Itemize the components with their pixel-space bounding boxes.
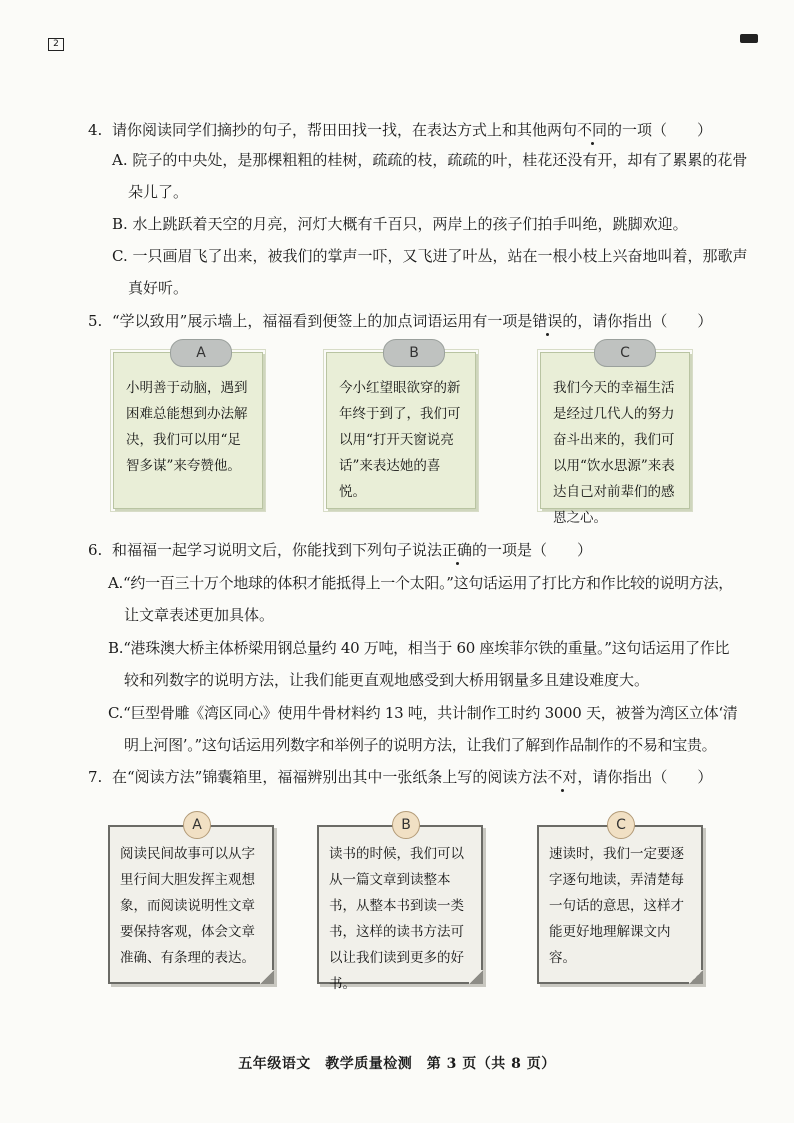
- q6-option-c-line2: 明上河图’。”这句话运用列数字和举例子的说明方法，让我们了解到作品制作的不易和宝贵。: [124, 736, 717, 754]
- q4-option-c-line2: 真好听。: [128, 279, 189, 297]
- q7-stem-end: ，请你指出: [577, 768, 653, 786]
- q5-stem-text: “学以致用”展示墙上，福福看到便签上的加点词语运用有一项是: [112, 312, 533, 330]
- q6-stem-end: 的一项是: [472, 541, 533, 559]
- q6-answer-blank: （ ）: [532, 541, 593, 559]
- q5-card-a: [113, 352, 263, 509]
- q7-number: 7.: [88, 768, 103, 786]
- q7-stem-emphasis: 不对: [547, 768, 578, 786]
- q4-stem-emphasis: 不同: [577, 121, 608, 139]
- q7-card-a-text: 阅读民间故事可以从字里行间大胆发挥主观想象，而阅读说明性文章要保持客观，体会文章准确、有条理的表达。: [120, 846, 255, 966]
- q4-answer-blank: （ ）: [652, 121, 713, 139]
- q4-option-a-line2: 朵儿了。: [128, 183, 189, 201]
- q5-card-c-text: 我们今天的幸福生活是经过几代人的努力奋斗出来的，我们可以用“饮水思源”来表达自己对前辈们的感恩之心。: [553, 380, 675, 526]
- scan-blot: [740, 34, 758, 43]
- q7-card-b-text: 读书的时候，我们可以从一篇文章到读整本书，从整本书到读一类书，这样的读书方法可以让我们读到更多的好书。: [329, 846, 464, 992]
- q7-card-a-label: A: [183, 811, 211, 839]
- q6-option-b-line2: 较和列数字的说明方法，让我们能更直观地感受到大桥用钢量多且建设难度大。: [124, 671, 650, 689]
- q5-stem-end: 的，请你指出: [562, 312, 653, 330]
- q7-card-c-text: 速读时，我们一定要逐字逐句地读，弄清楚每一句话的意思，这样才能更好地理解课文内容。: [549, 846, 684, 966]
- q5-card-a-text: 小明善于动脑，遇到困难总能想到办法解决，我们可以用“足智多谋”来夸赞他。: [126, 380, 248, 474]
- q4-option-c-line1: C. 一只画眉飞了出来，被我们的掌声一吓，又飞进了叶丛，站在一根小枝上兴奋地叫着，那歌声: [112, 247, 748, 265]
- q5-stem-emphasis: 错误: [532, 312, 563, 330]
- q6-stem: [88, 540, 592, 560]
- q7-card-c: [537, 825, 703, 984]
- q5-card-c-label: C: [594, 339, 656, 367]
- q7-card-b: [317, 825, 483, 992]
- q6-number: 6.: [88, 541, 103, 559]
- q4-option-b: B. 水上跳跃着天空的月亮，河灯大概有千百只，两岸上的孩子们拍手叫绝，跳脚欢迎。: [112, 215, 688, 233]
- q7-stem-text: 在“阅读方法”锦囊箱里，福福辨别出其中一张纸条上写的阅读方法: [112, 768, 548, 786]
- q4-option-a-line1: A. 院子的中央处，是那棵粗粗的桂树，疏疏的枝，疏疏的叶，桂花还没有开，却有了累累的花骨: [112, 151, 748, 169]
- q6-stem-text: 和福福一起学习说明文后，你能找到下列句子说法: [112, 541, 443, 559]
- q5-answer-blank: （ ）: [652, 312, 713, 330]
- q7-card-a: [108, 825, 274, 984]
- q5-card-c: [540, 352, 690, 526]
- q4-stem-end: 的一项: [607, 121, 653, 139]
- q6-option-a-line1: A.“约一百三十万个地球的体积才能抵得上一个太阳。”这句话运用了打比方和作比较的说明方法，: [108, 574, 733, 592]
- q7-stem: [88, 767, 712, 787]
- q7-card-b-label: B: [392, 811, 420, 839]
- q6-option-c-line1: C.“巨型骨雕《湾区同心》使用牛骨材料约 13 吨，共计制作工时约 3000 天，被誉为湾区立体‘清: [108, 704, 738, 722]
- q5-card-b: [326, 352, 476, 509]
- page-footer: 五年级语文 教学质量检测 第 3 页（共 8 页）: [238, 1056, 556, 1072]
- q5-card-b-label: B: [383, 339, 445, 367]
- q4-number: 4.: [88, 121, 103, 139]
- q6-option-a-line2: 让文章表述更加具体。: [124, 606, 275, 624]
- q6-stem-emphasis: 正确: [442, 541, 473, 559]
- q4-stem-text: 请你阅读同学们摘抄的句子，帮田田找一找，在表达方式上和其他两句: [112, 121, 578, 139]
- q5-number: 5.: [88, 312, 103, 330]
- q4-stem: [88, 120, 712, 140]
- q6-option-b-line1: B.“港珠澳大桥主体桥梁用钢总量约 40 万吨，相当于 60 座埃菲尔铁的重量。”这句话运用了作比: [108, 639, 730, 657]
- q5-stem: [88, 311, 712, 331]
- q5-card-b-text: 今小红望眼欲穿的新年终于到了，我们可以用“打开天窗说亮话”来表达她的喜悦。: [339, 380, 461, 500]
- q5-card-a-label: A: [170, 339, 232, 367]
- q7-answer-blank: （ ）: [652, 768, 713, 786]
- page-corner-mark: 2: [48, 38, 64, 51]
- q7-card-c-label: C: [607, 811, 635, 839]
